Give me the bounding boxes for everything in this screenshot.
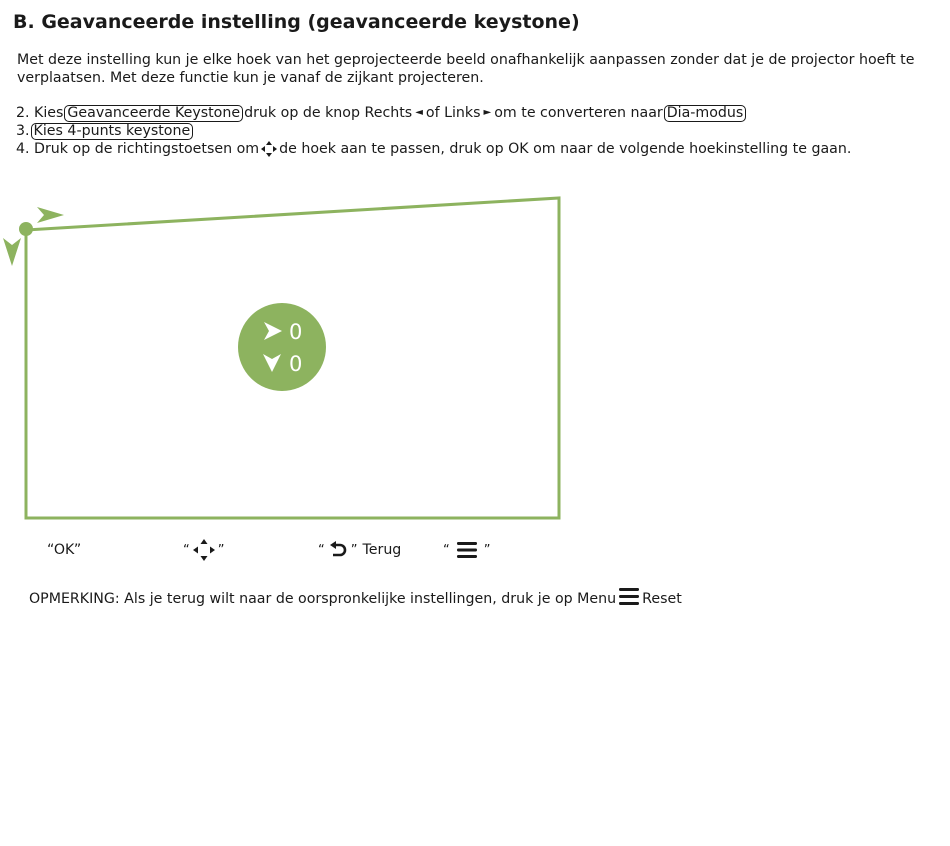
corner-right-arrow-icon [37,207,64,223]
right-arrow-icon: ► [483,107,492,118]
keystone-diagram [0,180,600,534]
step-3-prefix: 3. [16,123,30,139]
step-2-suffix: om te converteren naar [494,105,663,121]
note-suffix: Reset [642,590,682,607]
note-prefix: OPMERKING: Als je terug wilt naar de oorspronkelijke instellingen, druk je op Menu [29,590,617,607]
menu-open-quote: “ [443,542,450,558]
ok-label: “OK” [47,542,82,558]
step-2-prefix: 2. Kies [16,105,64,121]
horizontal-offset-value: 0 [289,320,303,344]
steps-list [16,104,851,158]
back-control [318,538,401,562]
step-2 [16,104,851,122]
four-point-keystone-label: Kies 4-punts keystone [31,123,194,140]
step-2-mid: druk op de knop Rechts [244,105,413,121]
active-corner-dot [19,222,33,236]
offset-badge [238,303,326,391]
menu-control [443,538,491,562]
page-title: B. Geavanceerde instelling (geavanceerde keystone) [13,11,580,33]
control-legend [0,538,950,564]
step-3 [16,122,851,140]
dpad-control-icon [192,538,216,562]
step-4-prefix: 4. Druk op de richtingstoetsen om [16,141,260,157]
menu-icon [456,540,478,560]
dpad-control [183,538,225,562]
dpad-icon [260,140,278,158]
dpad-open-quote: “ [183,542,190,558]
back-label: Terug [362,542,402,558]
reset-note [29,587,682,610]
note-menu-icon [619,587,639,610]
back-close-quote: ” [350,542,358,558]
menu-close-quote: ” [483,542,491,558]
corner-down-arrow-icon [3,238,21,266]
back-icon [328,540,348,560]
intro-paragraph: Met deze instelling kun je elke hoek van het geprojecteerde beeld onafhankelijk aanpassen zonder dat je de projector hoeft te verplaatsen. Met deze functie kun je vanaf de zijkant projecteren. [17,52,915,86]
back-open-quote: “ [318,542,325,558]
left-arrow-icon: ◄ [415,107,423,118]
step-2-or: of Links [425,105,481,121]
vertical-offset-value: 0 [289,352,303,376]
step-4 [16,140,851,158]
advanced-keystone-label: Geavanceerde Keystone [64,105,243,122]
ok-control [47,538,81,562]
slide-mode-label: Dia-modus [664,105,747,122]
step-4-suffix: de hoek aan te passen, druk op OK om naar de volgende hoekinstelling te gaan. [279,141,852,157]
dpad-close-quote: ” [217,542,225,558]
